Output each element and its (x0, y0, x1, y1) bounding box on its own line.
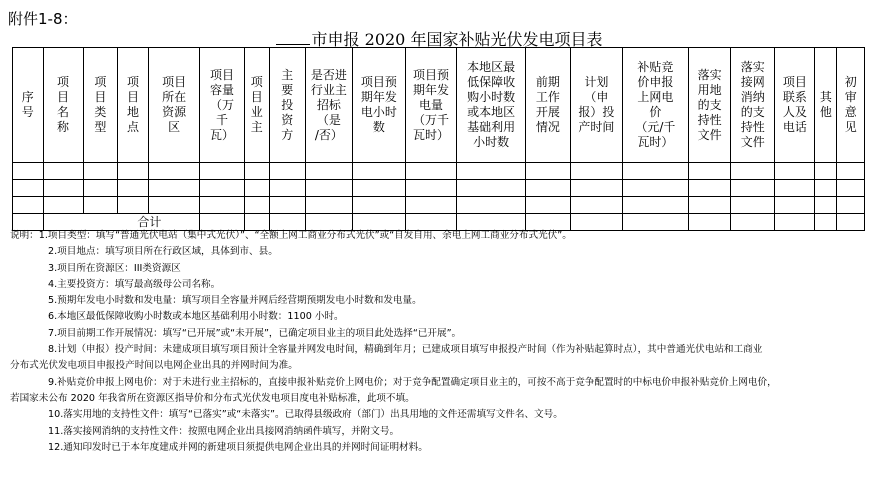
col-header: 项目预 期年发 电量 （万千 瓦时） (405, 48, 457, 163)
col-header: 其 他 (815, 48, 837, 163)
table-row (13, 180, 865, 197)
note-line: 说明：1.项目类型：填写“普通光伏电站（集中式光伏）”、“全额上网工商业分布式光伏”或“自发自用、余电上网工商业分布式光伏”。 (10, 230, 572, 241)
attachment-label: 附件1-8： (8, 10, 78, 28)
col-header: 计划 （申 报）投 产时间 (571, 48, 623, 163)
col-header: 项 目 业 主 (244, 48, 269, 163)
note-line: 3.项目所在资源区：III类资源区 (48, 262, 181, 274)
note-line: 8.计划（申报）投产时间：未建成项目填写项目预计全容量并网发电时间，精确到年月；已建成项目填写申报投产时间（作为补贴起算时点），其中普通光伏电站和工商业 (48, 344, 763, 356)
col-header: 项目预 期年发 电小时 数 (353, 48, 406, 163)
note-line: 2.项目地点：填写项目所在行政区域，具体到市、县。 (48, 246, 278, 258)
col-header: 本地区最 低保障收 购小时数 或本地区 基础利用 小时数 (457, 48, 525, 163)
col-header: 初 审 意 见 (837, 48, 865, 163)
note-line: 7.项目前期工作开展情况：填写“已开展”或“未开展”，已确定项目业主的项目此处选择“已开展”。 (48, 327, 462, 339)
col-header: 项 目 地 点 (118, 48, 149, 163)
note-line: 12.通知印发时已于本年度建成并网的新建项目须提供电网企业出具的并网时间证明材料。 (48, 441, 428, 453)
note-line: 5.预期年发电小时数和发电量：填写项目全容量并网后经营期预期发电小时数和发电量。 (48, 295, 422, 307)
note-line: 4.主要投资方：填写最高级母公司名称。 (48, 278, 221, 290)
col-header: 补贴竞 价申报 上网电 价 （元/千 瓦时） (622, 48, 688, 163)
project-table (12, 47, 865, 231)
col-header: 项目 联系 人及 电话 (775, 48, 815, 163)
header-row (13, 48, 865, 163)
col-header: 落实 接网 消纳 的支 持性 文件 (731, 48, 775, 163)
notes-section (10, 228, 870, 456)
note-line: 分布式光伏发电项目申报投产时间以电网企业出具的并网时间为准。 (10, 360, 298, 372)
col-header: 项目 容量 （万 千 瓦） (200, 48, 244, 163)
col-header: 项目 所在 资源 区 (148, 48, 200, 163)
col-header: 主 要 投 资 方 (269, 48, 305, 163)
col-header: 序 号 (13, 48, 44, 163)
col-header: 前期 工作 开展 情况 (525, 48, 570, 163)
col-header: 项 目 名 称 (43, 48, 83, 163)
col-header: 是否进 行业主 招标 （是 /否） (305, 48, 352, 163)
col-header: 落实 用地 的支 持性 文件 (689, 48, 731, 163)
table-title-text: 市申报 2020 年国家补贴光伏发电项目表 (311, 30, 603, 49)
total-label: 合计 (43, 214, 200, 231)
note-line: 10.落实用地的支持性文件：填写“已落实”或“未落实”。已取得县级政府（部门）出具用地的文件还需填写文件名、文号。 (48, 409, 563, 421)
title-blank-underline (276, 30, 310, 45)
note-line: 11.落实接网消纳的支持性文件：按照电网企业出具接网消纳函件填写，并附文号。 (48, 425, 400, 437)
table-row (13, 197, 865, 214)
note-line: 若国家未公布 2020 年我省所在资源区指导价和分布式光伏发电项目度电补贴标准，此项不填。 (10, 392, 415, 404)
note-line: 9.补贴竞价申报上网电价：对于未进行业主招标的，直接申报补贴竞价上网电价；对于竞争配置确定项目业主的，可按不高于竞争配置时的中标电价申报补贴竞价上网电价， (48, 376, 777, 388)
table-row (13, 163, 865, 180)
col-header: 项 目 类 型 (83, 48, 118, 163)
note-line: 6.本地区最低保障收购小时数或本地区基础利用小时数：1100 小时。 (48, 311, 344, 323)
